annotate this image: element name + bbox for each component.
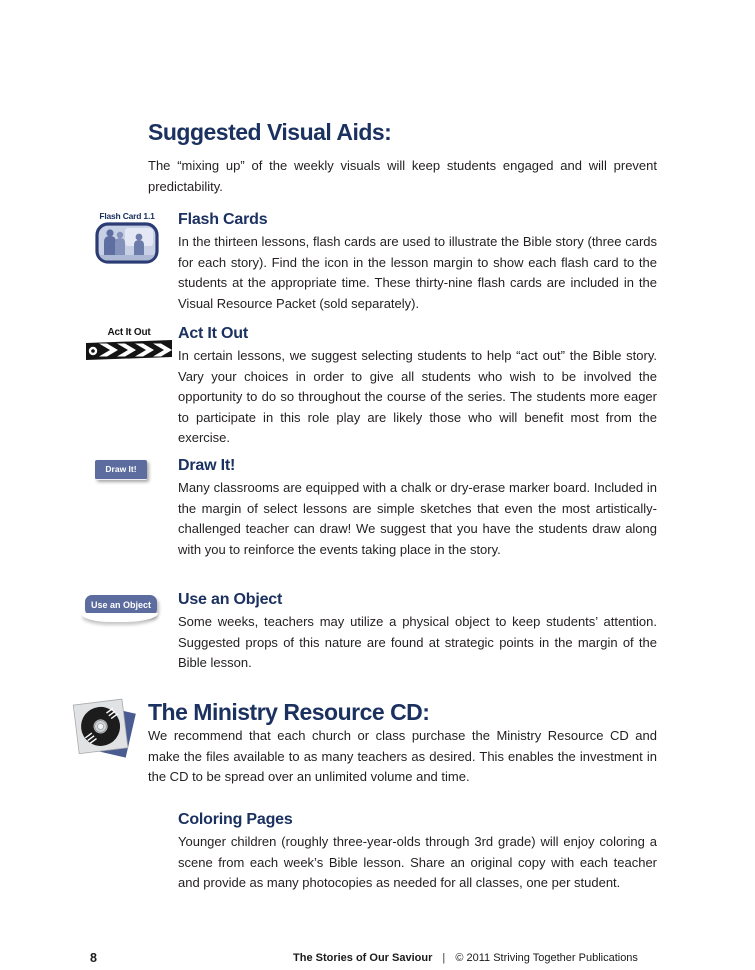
section-body: Many classrooms are equipped with a chalk or dry-erase marker board. Included in the margin of select lessons are simple sketches that even the most artistically-challenged teacher can draw! We suggest that you have the students draw along with you to reinforce the events taking place in the story.	[178, 480, 657, 557]
section-flash-cards	[99, 210, 657, 314]
footer-divider: |	[442, 952, 446, 964]
cd-section-heading: The Ministry Resource CD:	[148, 699, 430, 725]
cd-disc-icon	[72, 696, 136, 762]
act-it-out-margin-art	[86, 327, 172, 365]
clapperboard-chevron-icon	[86, 340, 172, 360]
section-body: In certain lessons, we suggest selecting students to help “act out” the Bible story. Vary your choices in order to give all students who wish to be involved the opportunity to do so throughout the course of the series. The students more eager to participate in this role play are likely those who will benefit most from the exercise.	[178, 348, 657, 446]
section-body: Some weeks, teachers may utilize a physical object to keep students’ attention. Suggested props of this nature are found at strategic points in the margin of the Bible lesson.	[178, 614, 657, 671]
section-coloring-pages	[178, 810, 657, 894]
use-an-object-badge-icon: Use an Object	[85, 595, 157, 616]
flash-card-icon-label: Flash Card 1.1	[99, 211, 155, 221]
section-heading: Draw It!	[178, 457, 236, 474]
cd-margin-art	[72, 696, 136, 767]
section-draw-it	[105, 456, 657, 560]
section-use-an-object	[90, 590, 657, 674]
page-title: Suggested Visual Aids:	[148, 119, 392, 145]
section-body: Younger children (roughly three-year-olds through 3rd grade) will enjoy coloring a scene from each week’s Bible lesson. Share an original copy with each teacher and provide as many photocopies as needed for all classes, one per student.	[178, 834, 657, 891]
section-heading: Coloring Pages	[178, 811, 293, 828]
section-ministry-resource-cd	[148, 698, 657, 788]
footer-copyright: © 2011 Striving Together Publications	[455, 952, 638, 964]
section-body: In the thirteen lessons, flash cards are used to illustrate the Bible story (three cards for each story). Find the icon in the lesson margin to show each flash card to the students at the appropriate time. These thirty-nine flash cards are included in the Visual Resource Packet (sold separately).	[178, 234, 657, 311]
intro-paragraph: The “mixing up” of the weekly visuals will keep students engaged and will prevent predictability.	[148, 158, 657, 194]
section-act-it-out	[107, 324, 657, 449]
act-it-out-icon-label: Act It Out	[107, 327, 151, 338]
use-an-object-margin-art	[85, 595, 157, 616]
footer-book-title: The Stories of Our Saviour	[293, 952, 433, 964]
section-heading: Act It Out	[178, 325, 248, 342]
section-heading: Flash Cards	[178, 211, 268, 228]
draw-it-badge-icon: Draw It!	[95, 460, 147, 480]
footer-page-number: 8	[90, 951, 97, 965]
flash-card-picture-icon	[95, 222, 159, 264]
cd-section-body: We recommend that each church or class purchase the Ministry Resource CD and make the files available to as many teachers as desired. This enables the investment in the CD to be spread over an unlimited volume and time.	[148, 728, 657, 785]
draw-it-margin-art	[95, 460, 147, 480]
section-heading: Use an Object	[178, 591, 283, 608]
flash-card-margin-art	[95, 211, 159, 269]
footer-text	[293, 952, 638, 964]
